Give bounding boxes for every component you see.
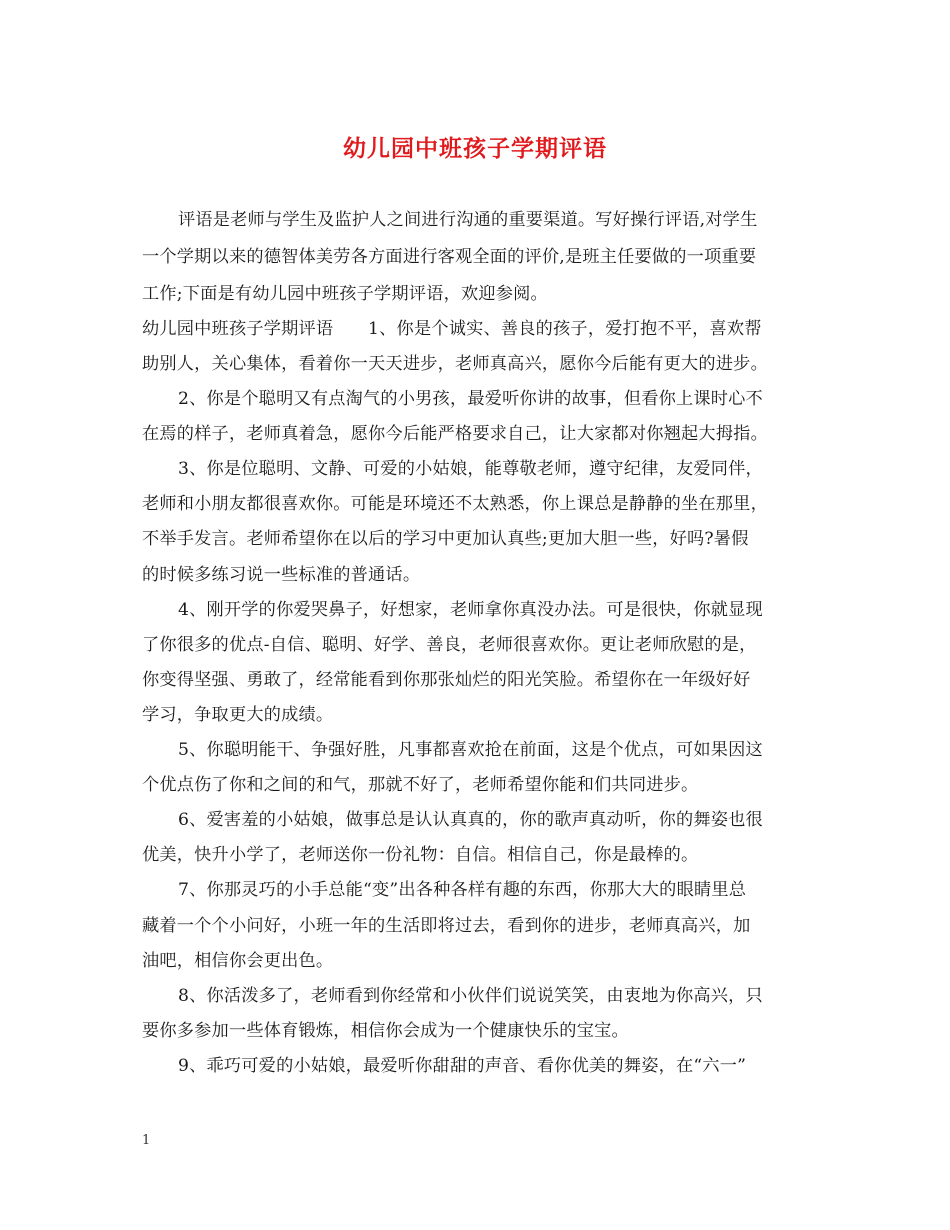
text-line: 2、你是个聪明又有点淘气的小男孩，最爱听你讲的故事，但看你上课时心不 <box>178 389 763 409</box>
text-line: 个优点伤了你和之间的和气，那就不好了，老师希望你能和们共同进步。 <box>142 775 699 795</box>
text-line: 9、乖巧可爱的小姑娘，最爱听你甜甜的声音、看你优美的舞姿，在“六一” <box>178 1056 747 1076</box>
text-line: 工作;下面是有幼儿园中班孩子学期评语，欢迎参阅。 <box>142 284 548 304</box>
text-line: 的时候多练习说一些标准的普通话。 <box>142 565 421 585</box>
text-line: 优美，快升小学了，老师送你一份礼物：自信。相信自己，你是最棒的。 <box>142 845 699 865</box>
text-line: 一个学期以来的德智体美劳各方面进行客观全面的评价,是班主任要做的一项重要 <box>142 247 757 267</box>
text-line: 4、刚开学的你爱哭鼻子，好想家，老师拿你真没办法。可是很快，你就显现 <box>178 600 763 620</box>
text-line: 不举手发言。老师希望你在以后的学习中更加认真些;更加大胆一些，好吗?暑假 <box>142 529 749 549</box>
text-line: 了你很多的优点-自信、聪明、好学、善良，老师很喜欢你。更让老师欣慰的是， <box>142 635 757 655</box>
text-line: 在焉的样子，老师真着急，愿你今后能严格要求自己，让大家都对你翘起大拇指。 <box>142 424 768 444</box>
text-line: 幼儿园中班孩子学期评语 1、你是个诚实、善良的孩子，爱打抱不平，喜欢帮 <box>142 319 762 339</box>
text-line: 学习，争取更大的成绩。 <box>142 705 334 725</box>
text-line: 评语是老师与学生及监护人之间进行沟通的重要渠道。写好操行评语,对学生 <box>178 210 758 230</box>
text-line: 3、你是位聪明、文静、可爱的小姑娘，能尊敬老师，遵守纪律，友爱同伴， <box>178 459 763 479</box>
document-title: 幼儿园中班孩子学期评语 <box>343 135 607 162</box>
text-line: 助别人，关心集体，看着你一天天进步，老师真高兴，愿你今后能有更大的进步。 <box>142 354 768 374</box>
text-line: 5、你聪明能干、争强好胜，凡事都喜欢抢在前面，这是个优点，可如果因这 <box>178 740 763 760</box>
text-line: 你变得坚强、勇敢了，经常能看到你那张灿烂的阳光笑脸。希望你在一年级好好 <box>142 670 751 690</box>
text-line: 油吧，相信你会更出色。 <box>142 951 334 971</box>
page-number: 1 <box>142 1133 151 1148</box>
text-line: 老师和小朋友都很喜欢你。可能是环境还不太熟悉，你上课总是静静的坐在那里， <box>142 494 768 514</box>
text-line: 要你多参加一些体育锻炼，相信你会成为一个健康快乐的宝宝。 <box>142 1021 629 1041</box>
text-line: 6、爱害羞的小姑娘，做事总是认认真真的，你的歌声真动听，你的舞姿也很 <box>178 810 763 830</box>
text-line: 藏着一个个小问好，小班一年的生活即将过去，看到你的进步，老师真高兴，加 <box>142 916 751 936</box>
text-line: 7、你那灵巧的小手总能“变”出各种各样有趣的东西，你那大大的眼睛里总 <box>178 880 747 900</box>
text-line: 8、你活泼多了，老师看到你经常和小伙伴们说说笑笑，由衷地为你高兴，只 <box>178 986 763 1006</box>
